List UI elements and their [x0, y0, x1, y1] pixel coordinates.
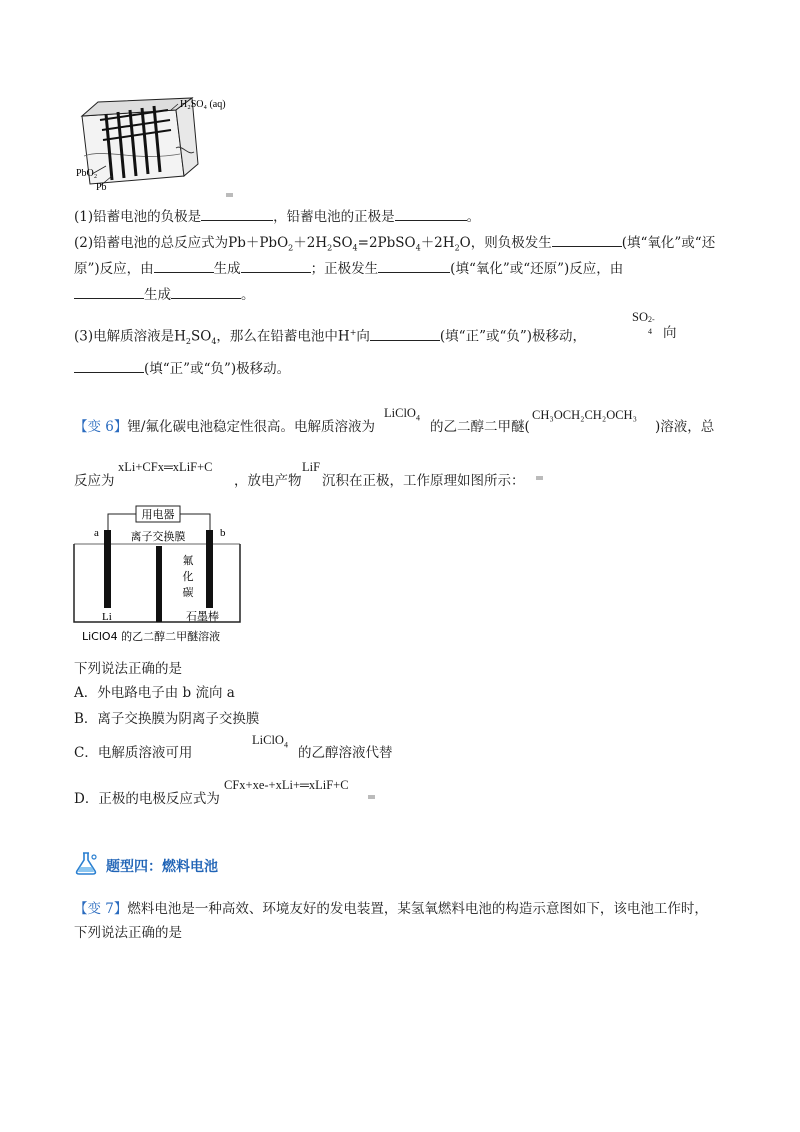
li-label: Li	[102, 611, 112, 623]
question-3-line-2: (填“正”或“负”)极移动。	[74, 358, 290, 378]
anchor-mark	[536, 476, 543, 480]
electrode-reaction-formula: CFx+xe-+xLi+═xLiF+C	[224, 778, 349, 792]
electrode-b-label: b	[220, 527, 226, 539]
question-3-line-1: (3)电解质溶液是$H_2SO_4$，那么在铅蓄电池中H+向 (填“正”或“负”)极移动，	[74, 324, 586, 351]
label-pbo2: PbO₂	[76, 168, 98, 179]
variant-6-line-1: 【变 6】锂/氟化碳电池稳定性很高。电解质溶液为	[74, 419, 375, 435]
answer-blank[interactable]	[74, 284, 144, 299]
label-pb: Pb	[96, 182, 107, 193]
answer-blank[interactable]	[241, 258, 311, 273]
ether-formula: CH₃OCH₂CH₂OCH₃	[532, 408, 637, 422]
variant-6-text: 沉积在正极，工作原理如图所示：	[322, 473, 525, 489]
electrode-a-label: a	[94, 527, 99, 539]
variant-tag: 【变 7】	[74, 901, 128, 917]
variant-6-line-2: 反应为	[74, 473, 115, 489]
flask-icon	[74, 851, 100, 875]
answer-blank[interactable]	[154, 258, 214, 273]
variant-tag: 【变 6】	[74, 419, 128, 435]
graphite-label: 石墨棒	[186, 610, 219, 623]
lif-formula: LiF	[302, 460, 321, 474]
solution-caption: LiClO4 的乙二醇二甲醚溶液	[82, 630, 221, 643]
option-c-tail: 的乙醇溶液代替	[298, 745, 393, 761]
variant-6-text: ，放电产物	[234, 473, 302, 489]
variant-7-line-2: 下列说法正确的是	[74, 925, 182, 941]
label-h2so4: H₂SO₄ (aq)	[180, 99, 226, 110]
variant-6-text: )溶液，总	[655, 419, 715, 435]
liclo4-formula: LiClO$_4$	[252, 733, 288, 750]
anchor-mark	[368, 795, 375, 799]
membrane-label: 离子交换膜	[130, 530, 186, 543]
answer-blank[interactable]	[201, 206, 273, 221]
question-1: (1)铅蓄电池的负极是 ，铅蓄电池的正极是 。	[74, 206, 480, 226]
device-label: 用电器	[141, 508, 175, 521]
answer-blank[interactable]	[552, 232, 622, 247]
li-cfx-battery-figure	[70, 500, 250, 646]
total-reaction: xLi+CFx═xLiF+C	[118, 460, 213, 474]
question-2-line-1: (2)铅蓄电池的总反应式为$Pb+PbO_2+2H_2SO_4=2PbSO_4+2H_2O$，则负极发生 (填“氧化”或“还	[74, 232, 715, 258]
fluorinated-carbon-char: 化	[182, 570, 194, 583]
option-c[interactable]: C．电解质溶液可用	[74, 745, 193, 761]
liclo4-formula: LiClO$_4$	[384, 406, 420, 423]
fluorinated-carbon-char: 氟	[182, 554, 194, 567]
anchor-mark	[226, 193, 233, 197]
answer-blank[interactable]	[378, 258, 450, 273]
answer-blank[interactable]	[74, 358, 144, 373]
option-b[interactable]: B．离子交换膜为阴离子交换膜	[74, 711, 260, 727]
answer-blank[interactable]	[395, 206, 467, 221]
lead-acid-battery-figure	[76, 96, 246, 196]
question-stem: 下列说法正确的是	[74, 661, 182, 677]
variant-6-text: 的乙二醇二甲醚(	[430, 419, 530, 435]
option-d[interactable]: D．正极的电极反应式为	[74, 791, 220, 807]
question-3-tail: 向	[663, 325, 677, 341]
question-2-line-2: 原”)反应，由 生成 ；正极发生 (填“氧化”或“还原”)反应，由	[74, 258, 623, 278]
variant-7-line-1: 【变 7】燃料电池是一种高效、环境友好的发电装置，某氢氧燃料电池的构造示意图如下，该电池工作时，	[74, 901, 708, 917]
section-title: 题型四：燃料电池	[106, 859, 218, 875]
question-2-line-3: 生成 。	[74, 284, 255, 304]
answer-blank[interactable]	[171, 284, 241, 299]
fluorinated-carbon-char: 碳	[182, 586, 194, 599]
answer-blank[interactable]	[370, 326, 440, 341]
option-a[interactable]: A．外电路电子由 b 流向 a	[74, 685, 235, 701]
sulfate-ion: SO 2- 4	[632, 310, 655, 336]
